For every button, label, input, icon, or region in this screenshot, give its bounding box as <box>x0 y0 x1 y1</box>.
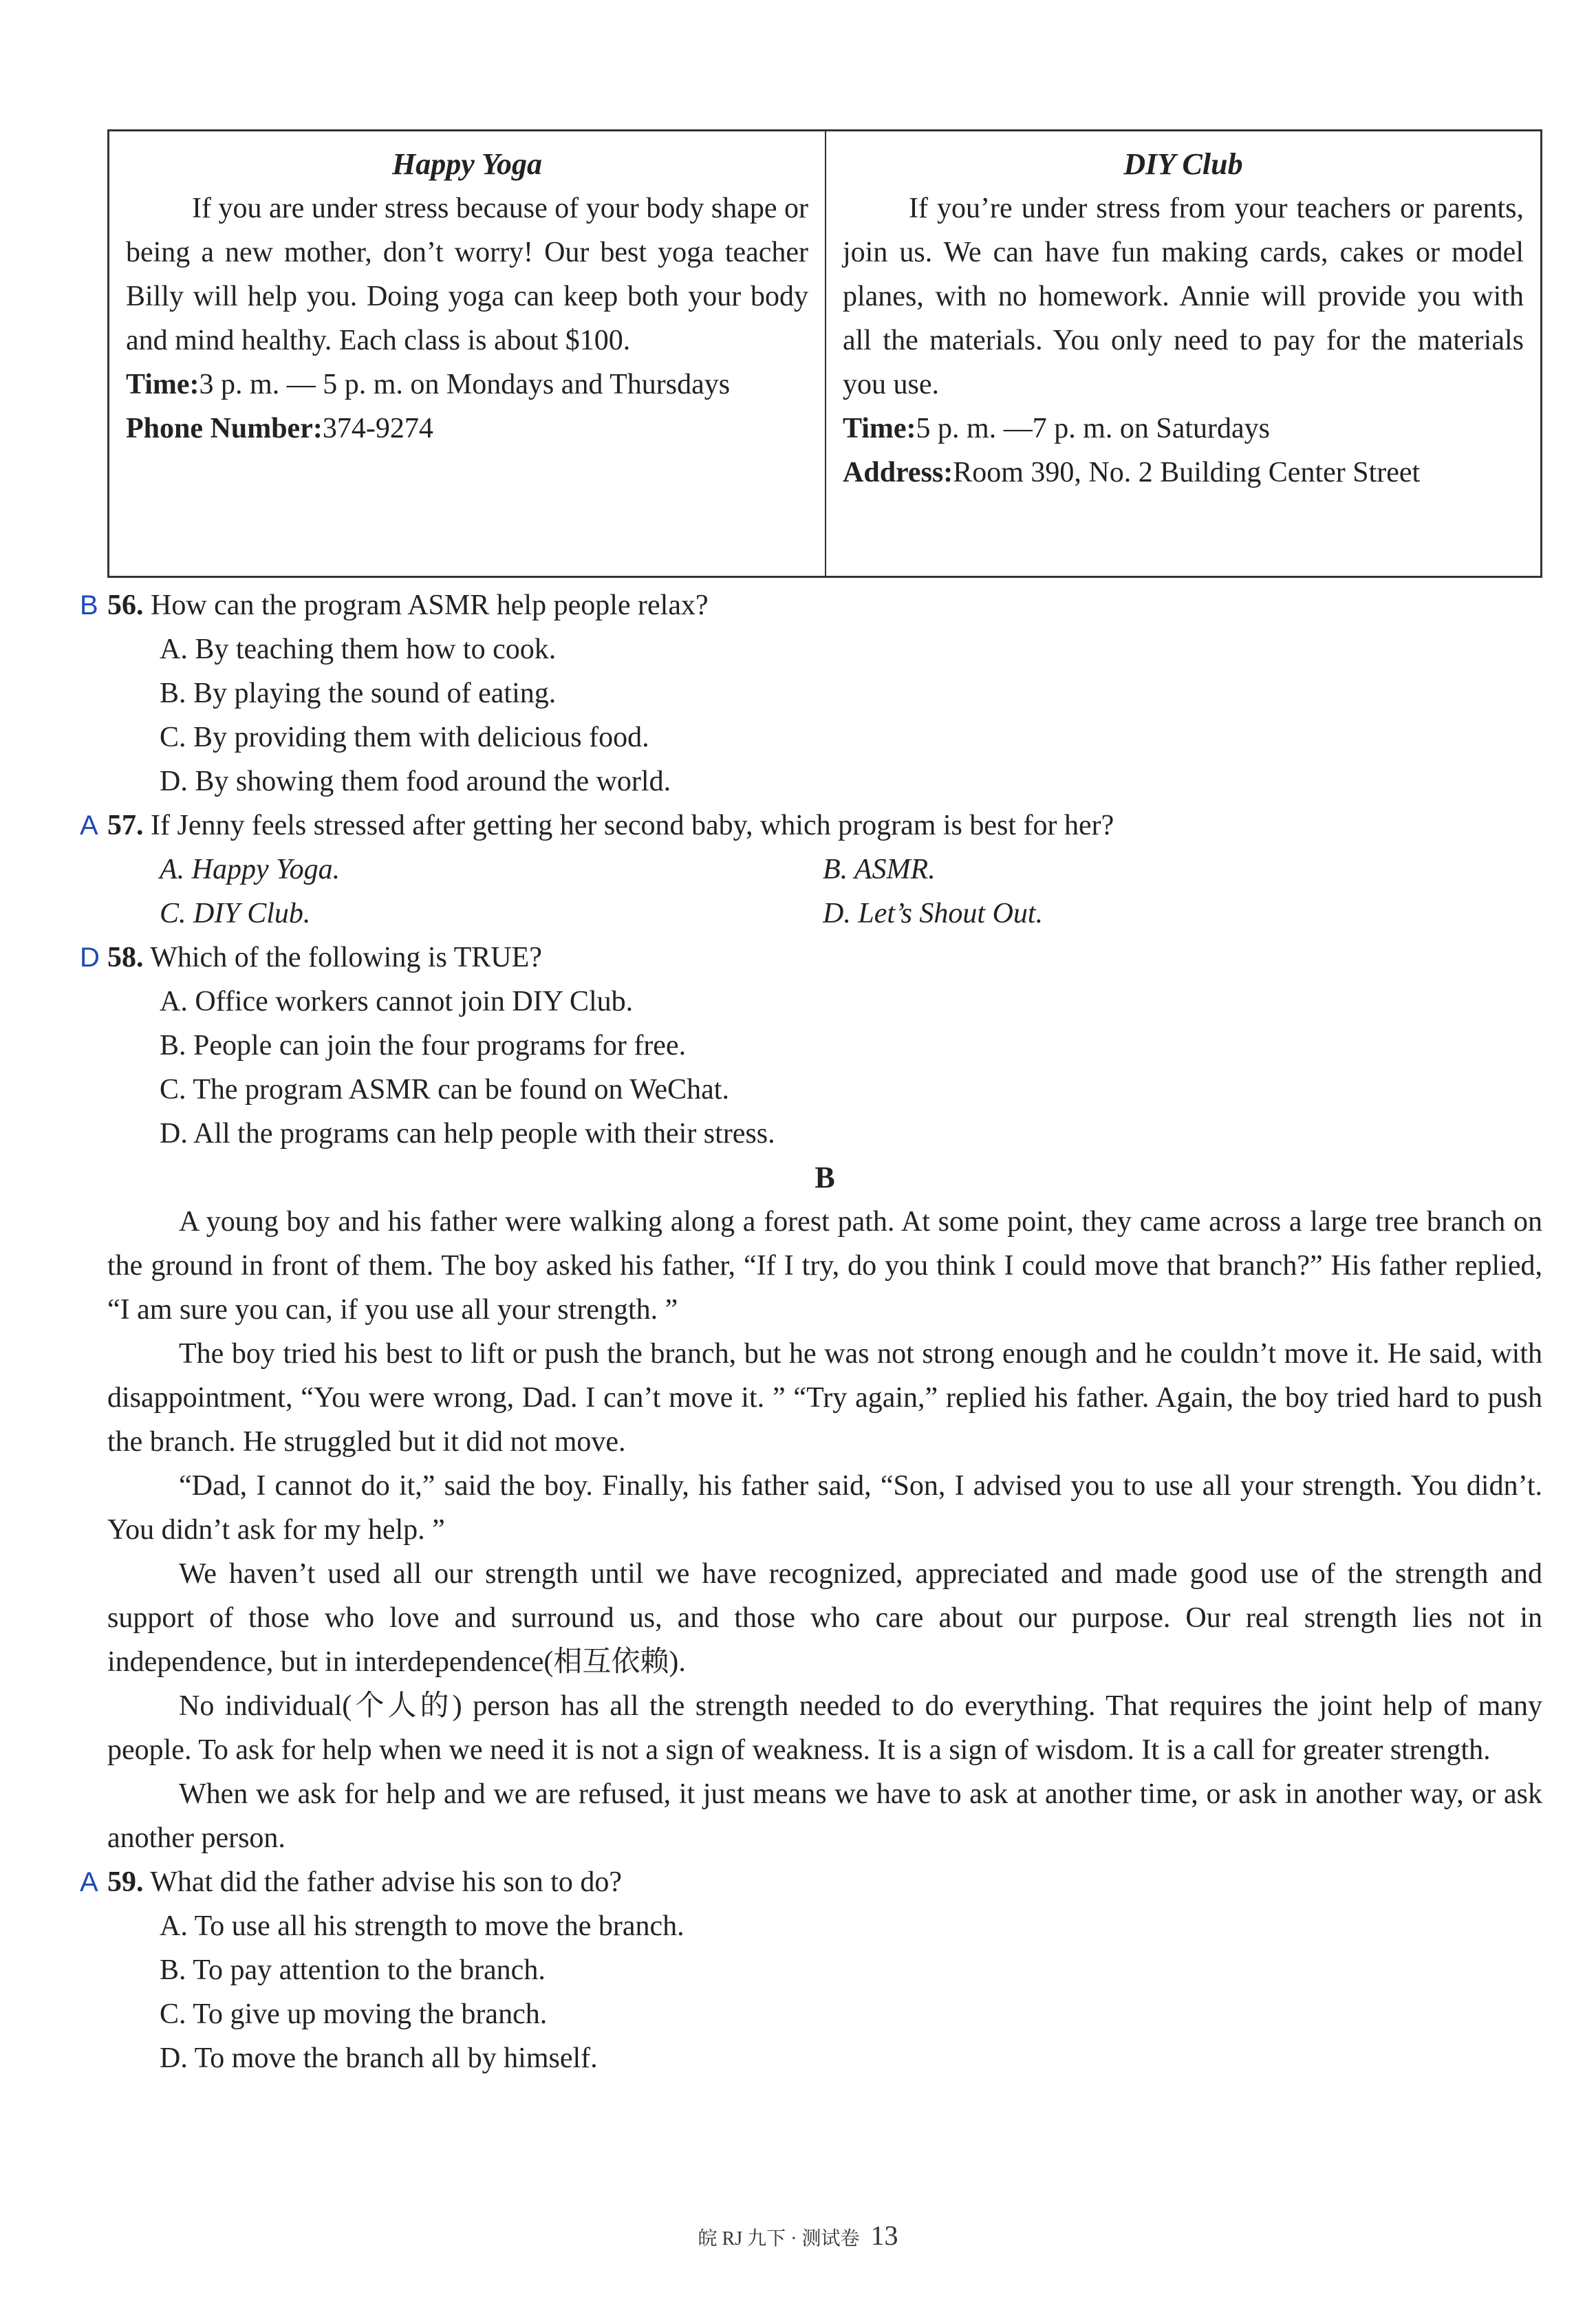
ad-field <box>843 407 1524 451</box>
option: D. Let’s Shout Out. <box>823 898 1044 929</box>
option: B. To pay attention to the branch. <box>160 1954 546 1986</box>
ad-body: If you’re under stress from your teachers or parents, join us. We can have fun making cards, cakes or model planes, with no homework. Annie will provide you with all the materials. You only need to pay for the materials you use. <box>843 193 1524 400</box>
question-stem <box>107 583 1542 627</box>
passage-paragraph: When we ask for help and we are refused, it just means we have to ask at another time, or ask in another way, or ask another person. <box>107 1778 1542 1854</box>
option: D. To move the branch all by himself. <box>160 2042 598 2074</box>
ad-body: If you are under stress because of your body shape or being a new mother, don’t worry! Our best yoga teacher Billy will help you. Doing yoga can keep both your body and mind healthy. Each class is about $100. <box>126 193 808 356</box>
footer-label: 皖 RJ 九下 · 测试卷 <box>698 2228 860 2250</box>
ad-field <box>126 407 808 451</box>
option: D. By showing them food around the world. <box>160 766 671 797</box>
option: A. By teaching them how to cook. <box>160 634 557 665</box>
passage-paragraph: We haven’t used all our strength until we have recognized, appreciated and made good use of the strength and support of those who love and surround us, and those who care about our purpose. Our real strength lies not in independence, but in interdependence(相互依赖). <box>107 1558 1542 1678</box>
option: C. By providing them with delicious food. <box>160 722 649 753</box>
field-value: 5 p. m. —7 p. m. on Saturdays <box>916 413 1271 444</box>
page-footer <box>0 2214 1596 2261</box>
page-number: 13 <box>870 2220 898 2251</box>
ad-table <box>107 129 1542 578</box>
field-label: Time: <box>126 369 200 400</box>
answer-mark: B <box>80 590 98 621</box>
passage-paragraph: “Dad, I cannot do it,” said the boy. Finally, his father said, “Son, I advised you to use all your strength. You didn’t. You didn’t ask for my help. ” <box>107 1470 1542 1546</box>
answer-mark: D <box>80 942 100 973</box>
field-label: Time: <box>843 413 916 444</box>
field-value: 3 p. m. — 5 p. m. on Mondays and Thursdays <box>199 369 731 400</box>
option: C. To give up moving the branch. <box>160 1998 548 2030</box>
option: C. DIY Club. <box>160 898 311 929</box>
ad-title: Happy Yoga <box>392 147 542 181</box>
field-label: Address: <box>843 457 953 488</box>
passage-paragraph: A young boy and his father were walking along a forest path. At some point, they came across a large tree branch on the ground in front of them. The boy asked his father, “If I try, do you think I could move that branch?” His father replied, “I am sure you can, if you use all your strength. ” <box>107 1206 1542 1326</box>
answer-mark: A <box>80 810 98 841</box>
field-value: 374-9274 <box>322 413 433 444</box>
field-label: Phone Number: <box>126 413 323 444</box>
ad-diy-club <box>825 131 1540 576</box>
question-stem <box>107 936 1542 980</box>
question-56 <box>80 583 1542 804</box>
option: D. All the programs can help people with their stress. <box>160 1118 775 1150</box>
question-number: 58. <box>107 942 144 973</box>
question-text: If Jenny feels stressed after getting her second baby, which program is best for her? <box>151 810 1114 841</box>
passage-paragraph: No individual(个人的) person has all the strength needed to do everything. That requires the joint help of many people. To ask for help when we need it is not a sign of weakness. It is a sign of wisdom. It is a call for greater strength. <box>107 1690 1542 1766</box>
question-59 <box>80 1860 1542 2080</box>
option: B. By playing the sound of eating. <box>160 678 557 709</box>
option: A. Office workers cannot join DIY Club. <box>160 986 634 1017</box>
ad-happy-yoga <box>109 131 825 576</box>
section-title: B <box>815 1161 835 1194</box>
main-content <box>80 583 1542 2080</box>
ad-title: DIY Club <box>1123 147 1243 181</box>
option: B. People can join the four programs for free. <box>160 1030 687 1061</box>
question-number: 56. <box>107 590 144 621</box>
option-grid <box>107 848 1542 936</box>
question-stem <box>107 804 1542 848</box>
passage-paragraph: The boy tried his best to lift or push the branch, but he was not strong enough and he couldn’t move it. He said, with disappointment, “You were wrong, Dad. I can’t move it. ” “Try again,” replied his father. Again, the boy tried hard to push the branch. He struggled but it did not move. <box>107 1338 1542 1458</box>
answer-mark: A <box>80 1867 98 1897</box>
option: C. The program ASMR can be found on WeChat. <box>160 1074 729 1106</box>
option: A. Happy Yoga. <box>160 854 341 885</box>
question-number: 59. <box>107 1866 144 1898</box>
question-58 <box>80 936 1542 1156</box>
field-value: Room 390, No. 2 Building Center Street <box>953 457 1421 488</box>
option: B. ASMR. <box>823 854 936 885</box>
question-text: How can the program ASMR help people relax? <box>151 590 709 621</box>
question-stem <box>107 1860 1542 1904</box>
question-text: Which of the following is TRUE? <box>150 942 542 973</box>
question-57 <box>80 804 1542 936</box>
question-text: What did the father advise his son to do? <box>150 1866 623 1898</box>
ad-field <box>843 451 1524 495</box>
option: A. To use all his strength to move the branch. <box>160 1910 684 1942</box>
ad-field <box>126 363 808 407</box>
question-number: 57. <box>107 810 144 841</box>
